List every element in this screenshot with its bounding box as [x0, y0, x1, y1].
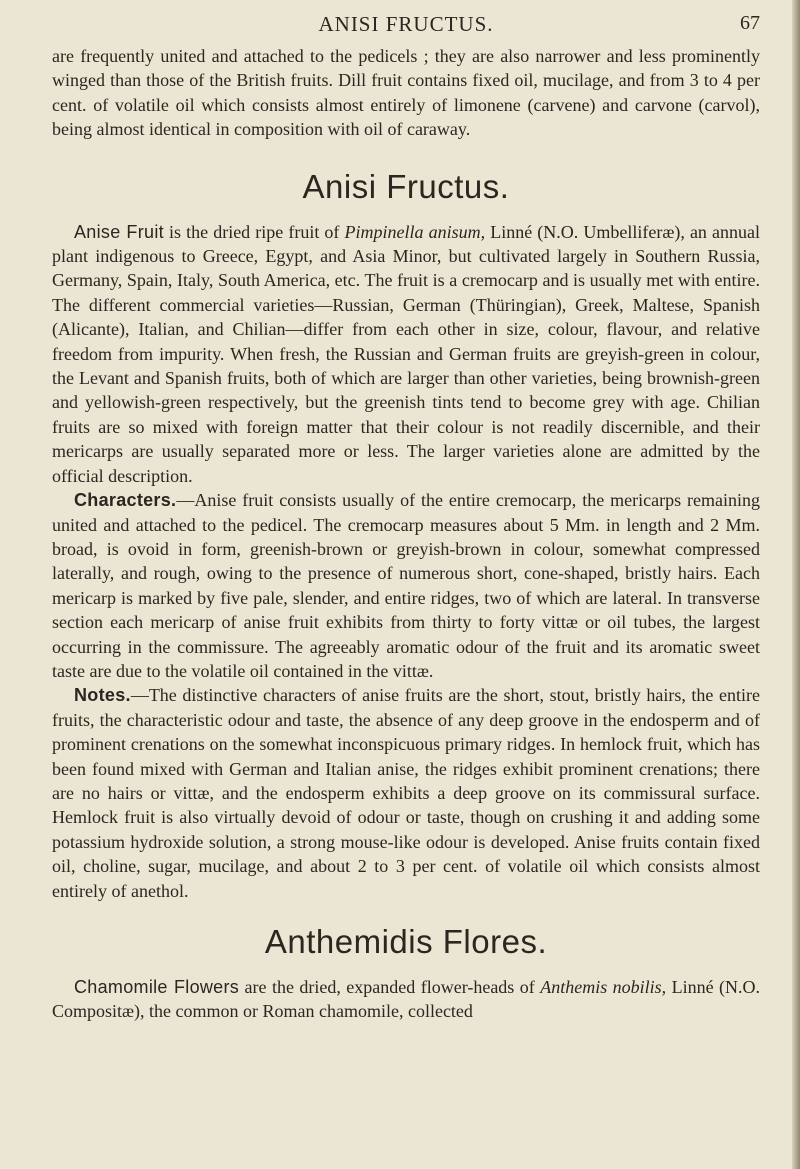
characters-paragraph	[52, 488, 760, 683]
notes-text: —The distinctive characters of anise fruits are the short, stout, bristly hairs, the entire fruits, the characteristic odour and taste, the absence of any deep groove in the endosperm and of prominent crenations on the somewhat inconspicuous primary ridges. In hemlock fruit, which has been found mixed with German and Italian anise, the ridges exhibit prominent crenations; there are no hairs or vittæ, and the endosperm exhibits a deep groove on its commissural surface. Hemlock fruit is also virtually devoid of odour or taste, though on crushing it and adding some potassium hydroxide solution, a strong mouse-like odour is developed. Anise fruits contain fixed oil, choline, sugar, mucilage, and about 2 to 3 per cent. of volatile oil which consists almost entirely of anethol.	[52, 685, 760, 901]
characters-text: —Anise fruit consists usually of the entire cremocarp, the mericarps remaining united and attached to the pedicel. The cremocarp measures about 5 Mm. in length and 2 Mm. broad, is ovoid in form, greenish-brown or greyish-brown in colour, somewhat compressed laterally, and rough, owing to the presence of numerous short, cone-shaped, bristly hairs. Each mericarp is marked by five pale, slender, and entire ridges, two of which are lateral. In transverse section each mericarp of anise fruit exhibits from thirty to forty vittæ or oil tubes, the largest occurring in the commissure. The agreeably aromatic odour of the fruit and its aromatic sweet taste are due to the volatile oil contained in the vittæ.	[52, 490, 760, 681]
chamomile-text-b: Linné (N.O. Compositæ), the common or Roman chamomile, collected	[52, 977, 761, 1022]
anise-fruit-text-b: Linné (N.O. Umbelliferæ), an annual plant indigenous to Greece, Egypt, and Asia Minor, but cultivated largely in Southern Russia, Germany, Spain, Italy, South America, etc. The fruit is a cremocarp and is usually met with entire. The different commercial varieties—Russian, German (Thüringian), Greek, Maltese, Spanish (Alicante), Italian, and Chilian—differ from each other in size, colour, flavour, and relative freedom from impurity. When fresh, the Russian and German fruits are greyish-green in colour, the Levant and Spanish fruits, both of which are larger than other varieties, being brownish-green and yellowish-green respectively, but the greenish tints tend to become grey with age. Chilian fruits are so mixed with foreign matter that their colour is not readily discernible, and their mericarps are usually separated more or less. The larger varieties alone are admitted by the official description.	[52, 221, 761, 486]
section-heading-anthemidis: Anthemidis Flores.	[264, 923, 548, 960]
page-body	[52, 44, 760, 1024]
anise-species-name: Pimpinella anisum,	[344, 221, 486, 242]
chamomile-paragraph	[52, 975, 760, 1024]
chamomile-species-name: Anthemis nobilis,	[540, 977, 667, 997]
notes-lead: Notes.	[74, 685, 131, 706]
anise-fruit-text-a: is the dried ripe fruit of	[163, 221, 345, 242]
section-heading-anisi: Anisi Fructus.	[302, 167, 510, 205]
page-number: 67	[740, 12, 760, 34]
notes-paragraph	[52, 683, 760, 903]
running-header	[52, 12, 760, 40]
chamomile-lead: Chamomile Flowers	[74, 977, 240, 997]
running-title: ANISI FRUCTUS.	[318, 12, 494, 36]
intro-paragraph: are frequently united and attached to the pedicels ; they are also narrower and less prominently winged than those of the British fruits. Dill fruit contains fixed oil, mucilage, and from 3 to 4 per cent. of volatile oil which consists almost entirely of limonene (carvene) and carvone (carvol), being almost identical in composition with oil of caraway.	[52, 46, 760, 140]
anise-fruit-paragraph	[52, 220, 760, 488]
page-edge-shadow	[792, 0, 800, 1169]
chamomile-text-a: are the dried, expanded flower-heads of	[239, 977, 541, 997]
anise-fruit-lead: Anise Fruit	[74, 221, 164, 242]
characters-lead: Characters.	[74, 490, 177, 511]
